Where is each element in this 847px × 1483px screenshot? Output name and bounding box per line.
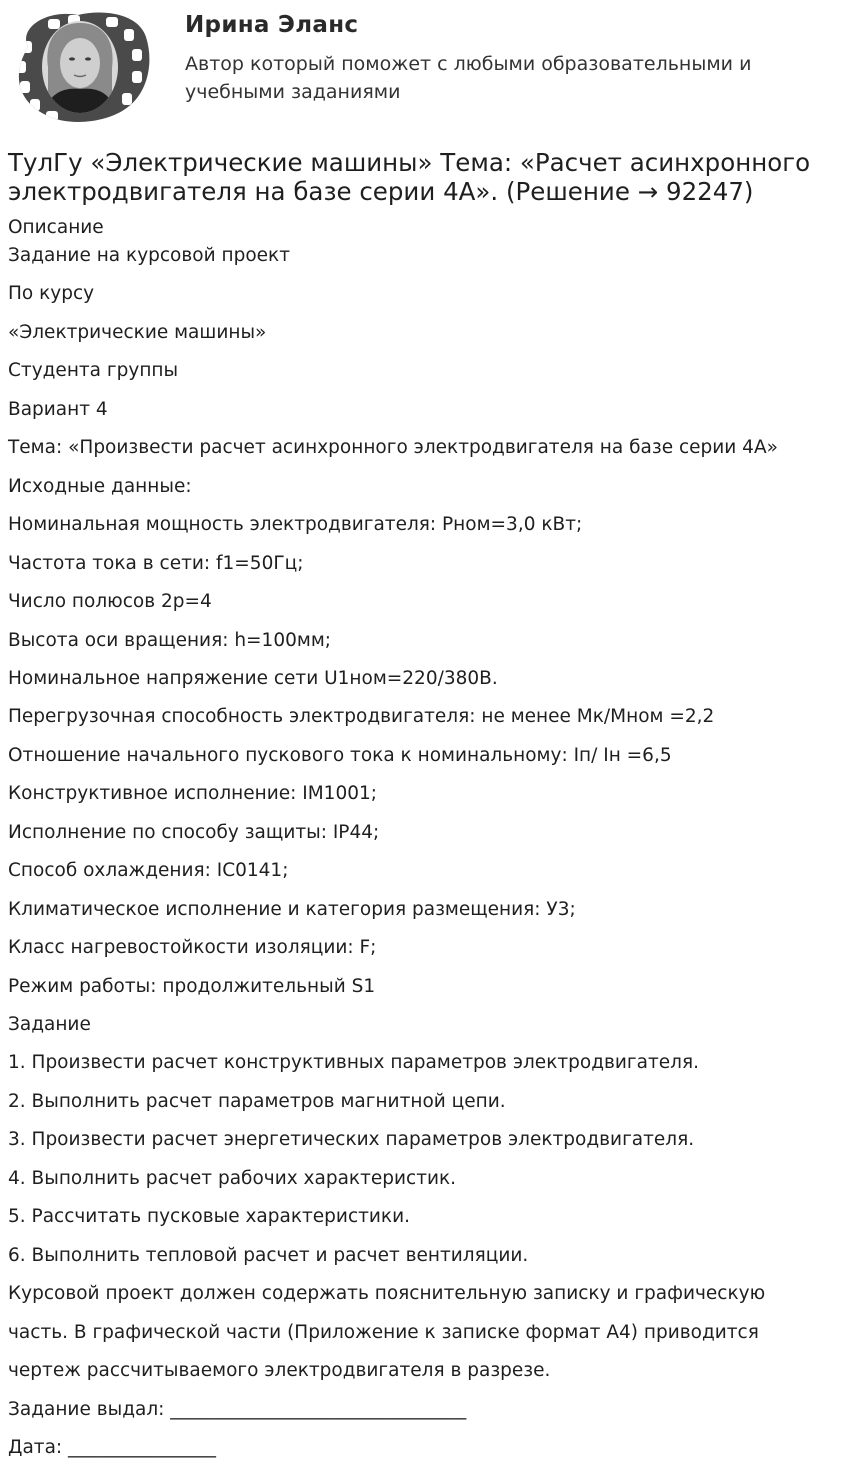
document-line: Отношение начального пускового тока к номинальному: Iп/ Iн =6,5 <box>8 744 672 766</box>
document-line: Перегрузочная способность электродвигателя: не менее Мк/Мном =2,2 <box>8 706 715 728</box>
document-line: «Электрические машины» <box>8 321 267 343</box>
document-line: 5. Рассчитать пусковые характеристики. <box>8 1206 410 1228</box>
document-line: Конструктивное исполнение: IM1001; <box>8 783 377 805</box>
author-avatar <box>8 7 150 127</box>
document-line: Задание выдал: ________________________________ <box>8 1398 467 1420</box>
document-line: Задание на курсовой проект <box>8 245 290 266</box>
document-line: Студента группы <box>8 360 179 382</box>
author-header <box>0 0 847 140</box>
page-title-line: электродвигателя на базе серии 4А». (Решение → 92247) <box>8 177 754 206</box>
author-description <box>185 50 805 106</box>
author-name: Ирина Эланс <box>185 12 359 38</box>
document-line: 1. Произвести расчет конструктивных параметров электродвигателя. <box>8 1052 699 1074</box>
document-line: Класс нагревостойкости изоляции: F; <box>8 937 377 959</box>
document-line: По курсу <box>8 283 95 305</box>
document-line: Дата: ________________ <box>8 1436 217 1458</box>
document-line: Частота тока в сети: f1=50Гц; <box>8 552 304 574</box>
document-line: Режим работы: продолжительный S1 <box>8 975 376 997</box>
document-line: Номинальная мощность электродвигателя: Рном=3,0 кВт; <box>8 514 583 536</box>
document-line: Исходные данные: <box>8 475 192 497</box>
document-line: Курсовой проект должен содержать пояснительную записку и графическую <box>8 1283 766 1305</box>
document-line: Номинальное напряжение сети U1ном=220/380В. <box>8 667 498 689</box>
author-description-line: учебными заданиями <box>185 81 401 103</box>
document-line: 2. Выполнить расчет параметров магнитной цепи. <box>8 1090 506 1112</box>
document-line: Задание <box>8 1014 91 1035</box>
document-line: Тема: «Произвести расчет асинхронного электродвигателя на базе серии 4А» <box>8 437 778 459</box>
document-line: часть. В графической части (Приложение к записке формат А4) приводится <box>8 1321 759 1343</box>
description-label: Описание <box>8 217 104 238</box>
document-line: Число полюсов 2р=4 <box>8 591 212 613</box>
document-line: Вариант 4 <box>8 398 108 420</box>
page-title-line: ТулГу «Электрические машины» Тема: «Расчет асинхронного <box>8 148 811 177</box>
document-line: 3. Произвести расчет энергетических параметров электродвигателя. <box>8 1129 695 1151</box>
author-description-line: Автор который поможет с любыми образовательными и <box>185 53 752 75</box>
document-line: 4. Выполнить расчет рабочих характеристик. <box>8 1167 457 1189</box>
page-title <box>8 148 838 206</box>
document-line: чертеж рассчитываемого электродвигателя в разрезе. <box>8 1360 551 1382</box>
document-line: Исполнение по способу защиты: IP44; <box>8 821 380 843</box>
document-line: Способ охлаждения: IC0141; <box>8 860 289 882</box>
document-line: 6. Выполнить тепловой расчет и расчет вентиляции. <box>8 1244 529 1266</box>
document-line: Высота оси вращения: h=100мм; <box>8 629 332 651</box>
document-line: Климатическое исполнение и категория размещения: У3; <box>8 898 576 920</box>
